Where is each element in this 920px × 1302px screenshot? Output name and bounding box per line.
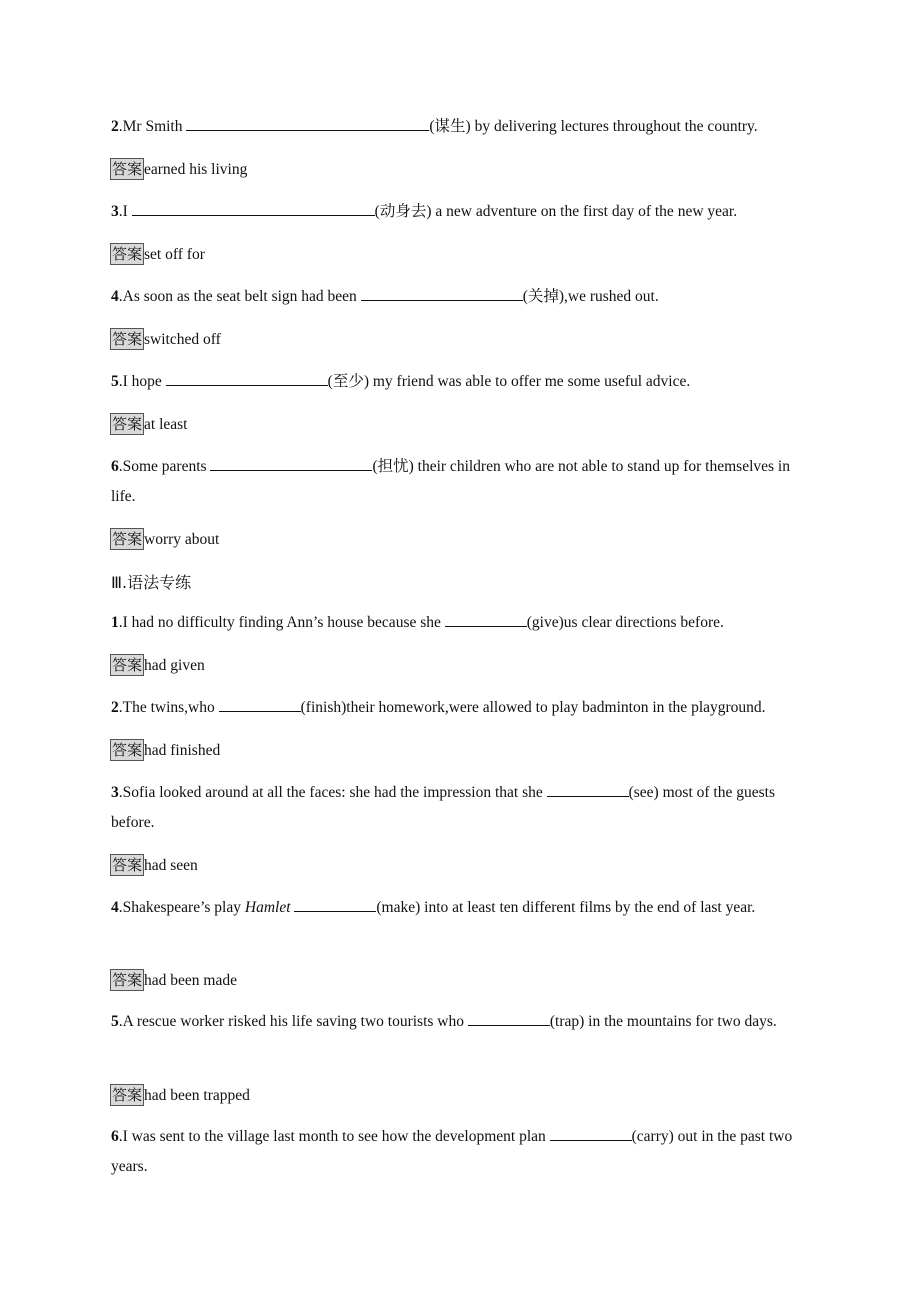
answer-blank	[132, 200, 375, 216]
answer-badge: 答案	[112, 330, 143, 348]
answer-text: set off for	[144, 246, 205, 263]
question-1: 1.I had no difficulty finding Ann’s house because she (give)us clear directions before.	[111, 608, 811, 638]
answer-row	[110, 654, 205, 677]
question-number: 4	[111, 899, 119, 916]
answer-badge: 答案	[112, 530, 143, 548]
answer-blank	[445, 611, 527, 627]
title-italic: Hamlet	[244, 899, 291, 916]
answer-text: had been made	[144, 972, 237, 989]
answer-blank	[547, 781, 629, 797]
answer-text: had seen	[144, 857, 198, 874]
hint: (make)	[376, 899, 421, 916]
question-2: 2.Mr Smith (谋生) by delivering lectures throughout the country.	[111, 112, 811, 142]
answer-row	[110, 969, 237, 992]
question-3: 3.Sofia looked around at all the faces: she had the impression that she (see) most of the guests before.	[111, 778, 811, 838]
question-number: 6	[111, 1128, 119, 1145]
question-6: 6.I was sent to the village last month to see how the development plan (carry) out in the past two years.	[111, 1122, 811, 1182]
answer-row	[110, 854, 198, 877]
answer-badge: 答案	[112, 415, 143, 433]
question-number: 1	[111, 614, 119, 631]
answer-text: had given	[144, 657, 205, 674]
answer-badge: 答案	[112, 856, 143, 874]
question-number: 4	[111, 288, 119, 305]
answer-blank	[210, 455, 372, 471]
answer-row	[110, 1084, 250, 1107]
question-number: 5	[111, 1013, 119, 1030]
answer-text: worry about	[144, 531, 220, 548]
hint: (give)	[526, 614, 564, 631]
hint: (至少)	[327, 373, 369, 390]
question-number: 5	[111, 373, 119, 390]
answer-blank	[294, 896, 376, 912]
answer-text: switched off	[144, 331, 221, 348]
answer-blank	[219, 696, 301, 712]
hint: (谋生)	[429, 118, 471, 135]
question-number: 2	[111, 118, 119, 135]
answer-badge: 答案	[112, 656, 143, 674]
answer-badge: 答案	[112, 160, 143, 178]
question-number: 3	[111, 784, 119, 801]
answer-badge: 答案	[112, 1086, 143, 1104]
answer-badge: 答案	[112, 741, 143, 759]
hint: (trap)	[549, 1013, 585, 1030]
hint: (finish)	[300, 699, 347, 716]
question-number: 2	[111, 699, 119, 716]
question-4: 4.Shakespeare’s play Hamlet (make) into at least ten different films by the end of last year.	[111, 893, 811, 923]
answer-row	[110, 243, 205, 266]
answer-text: at least	[144, 416, 188, 433]
question-3: 3.I (动身去) a new adventure on the first day of the new year.	[111, 197, 811, 227]
hint: (担忧)	[372, 458, 414, 475]
question-6: 6.Some parents (担忧) their children who are not able to stand up for themselves in life.	[111, 452, 811, 512]
hint: (carry)	[631, 1128, 674, 1145]
answer-blank	[550, 1125, 632, 1141]
answer-text: had been trapped	[144, 1087, 250, 1104]
question-4: 4.As soon as the seat belt sign had been (关掉),we rushed out.	[111, 282, 811, 312]
answer-row	[110, 158, 247, 181]
question-5: 5.A rescue worker risked his life saving two tourists who (trap) in the mountains for two days.	[111, 1007, 811, 1037]
question-number: 6	[111, 458, 119, 475]
answer-blank	[468, 1010, 550, 1026]
answer-text: had finished	[144, 742, 221, 759]
hint: (动身去)	[374, 203, 432, 220]
answer-badge: 答案	[112, 245, 143, 263]
answer-blank	[166, 370, 328, 386]
answer-blank	[186, 115, 429, 131]
answer-row	[110, 528, 219, 551]
question-number: 3	[111, 203, 119, 220]
question-2: 2.The twins,who (finish)their homework,were allowed to play badminton in the playground.	[111, 693, 811, 723]
answer-row	[110, 739, 220, 762]
question-5: 5.I hope (至少) my friend was able to offer me some useful advice.	[111, 367, 811, 397]
answer-row	[110, 328, 221, 351]
answer-blank	[361, 285, 523, 301]
hint: (see)	[628, 784, 659, 801]
hint: (关掉)	[522, 288, 565, 305]
answer-row	[110, 413, 187, 436]
section-title: Ⅲ.语法专练	[111, 573, 192, 592]
answer-badge: 答案	[112, 971, 143, 989]
answer-text: earned his living	[144, 161, 248, 178]
